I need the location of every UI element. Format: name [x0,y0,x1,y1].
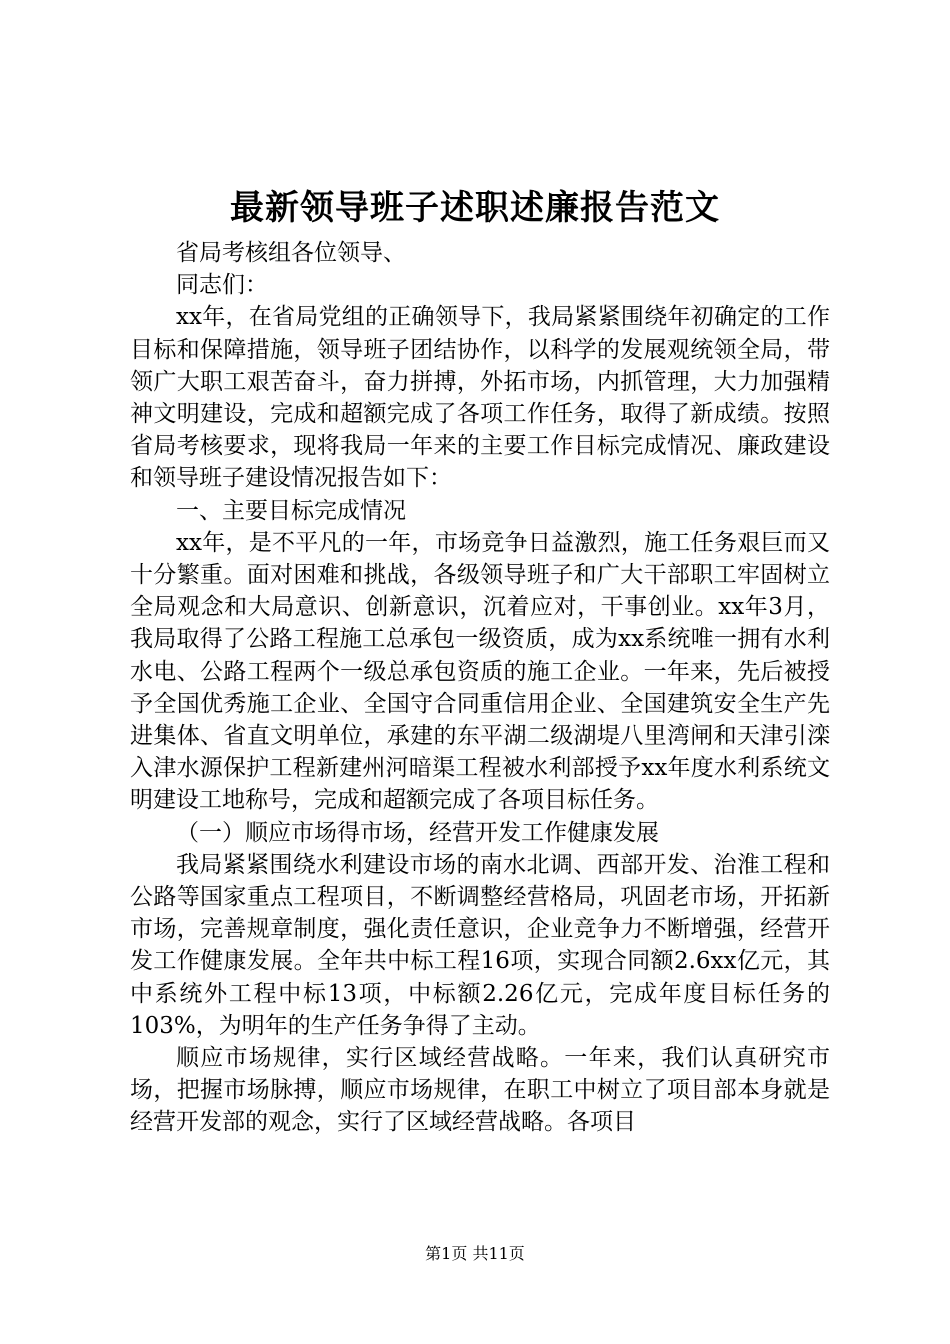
intro-paragraph: xx年，在省局党组的正确领导下，我局紧紧围绕年初确定的工作目标和保障措施，领导班子团结协作，以科学的发展观统领全局，带领广大职工艰苦奋斗，奋力拼搏，外拓市场，内抓管理，大力加强精神文明建设，完成和超额完成了各项工作任务，取得了新成绩。按照省局考核要求，现将我局一年来的主要工作目标完成情况、廉政建设和领导班子建设情况报告如下： [130,304,830,492]
subsection-1-paragraph: 我局紧紧围绕水利建设市场的南水北调、西部开发、治淮工程和公路等国家重点工程项目，不断调整经营格局，巩固老市场，开拓新市场，完善规章制度，强化责任意识，企业竞争力不断增强，经营开发工作健康发展。全年共中标工程16项，实现合同额2.6xx亿元，其中系统外工程中标13项，中标额2.26亿元，完成年度目标任务的103%，为明年的生产任务争得了主动。 [130,851,830,1039]
salutation-line-1: 省局考核组各位领导、 [176,240,406,266]
section-heading-1: 一、主要目标完成情况 [176,497,406,524]
section-1-paragraph: xx年，是不平凡的一年，市场竞争日益激烈，施工任务艰巨而又十分繁重。面对困难和挑战，各级领导班子和广大干部职工牢固树立全局观念和大局意识、创新意识，沉着应对，干事创业。xx年3月，我局取得了公路工程施工总承包一级资质，成为xx系统唯一拥有水利水电、公路工程两个一级总承包资质的施工企业。一年来，先后被授予全国优秀施工企业、全国守合同重信用企业、全国建筑安全生产先进集体、省直文明单位，承建的东平湖二级湖堤八里湾闸和天津引滦入津水源保护工程新建州河暗渠工程被水利部授予xx年度水利系统文明建设工地称号，完成和超额完成了各项目标任务。 [130,529,830,814]
document-title: 最新领导班子述职述廉报告范文 [230,188,720,228]
subsection-heading-1: （一）顺应市场得市场，经营开发工作健康发展 [176,819,659,846]
salutation-line-2: 同志们： [176,272,268,299]
subsection-1-paragraph-2: 顺应市场规律，实行区域经营战略。一年来，我们认真研究市场，把握市场脉搏，顺应市场规律，在职工中树立了项目部本身就是经营开发部的观念，实行了区域经营战略。各项目 [130,1045,830,1136]
document-body [130,237,830,1139]
page-footer: 第1页 共11页 [425,1244,525,1263]
